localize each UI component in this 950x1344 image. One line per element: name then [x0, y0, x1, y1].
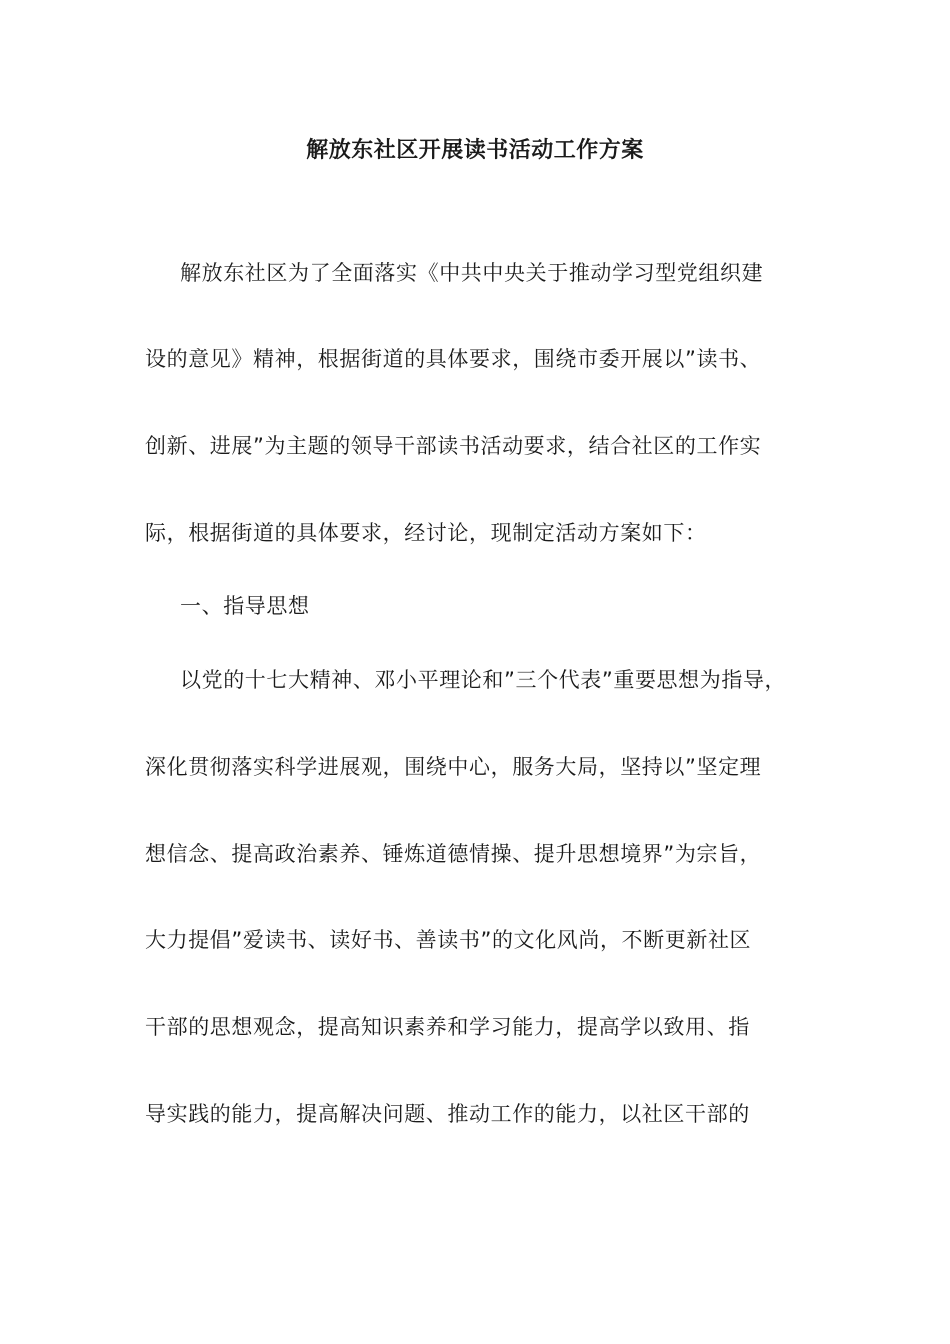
paragraph-line: 深化贯彻落实科学进展观，围绕中心，服务大局，坚持以”坚定理 — [145, 755, 762, 779]
paragraph-line: 设的意见》精神，根据街道的具体要求，围绕市委开展以”读书、 — [145, 347, 762, 371]
paragraph-line: 大力提倡”爱读书、读好书、善读书”的文化风尚，不断更新社区 — [145, 928, 752, 952]
paragraph-line: 干部的思想观念，提高知识素养和学习能力，提高学以致用、指 — [145, 1015, 750, 1039]
document-title: 解放东社区开展读书活动工作方案 — [306, 138, 644, 163]
paragraph-line: 想信念、提高政治素养、锤炼道德情操、提升思想境界”为宗旨， — [145, 842, 762, 866]
paragraph-line: 导实践的能力，提高解决问题、推动工作的能力，以社区干部的 — [145, 1102, 750, 1126]
paragraph-line: 际，根据街道的具体要求，经讨论，现制定活动方案如下： — [145, 521, 707, 545]
paragraph-line: 创新、进展”为主题的领导干部读书活动要求，结合社区的工作实 — [145, 434, 762, 458]
section-heading: 一、指导思想 — [180, 594, 310, 618]
paragraph-line: 以党的十七大精神、邓小平理论和”三个代表”重要思想为指导， — [180, 668, 787, 692]
paragraph-line: 解放东社区为了全面落实《中共中央关于推动学习型党组织建 — [180, 261, 764, 285]
